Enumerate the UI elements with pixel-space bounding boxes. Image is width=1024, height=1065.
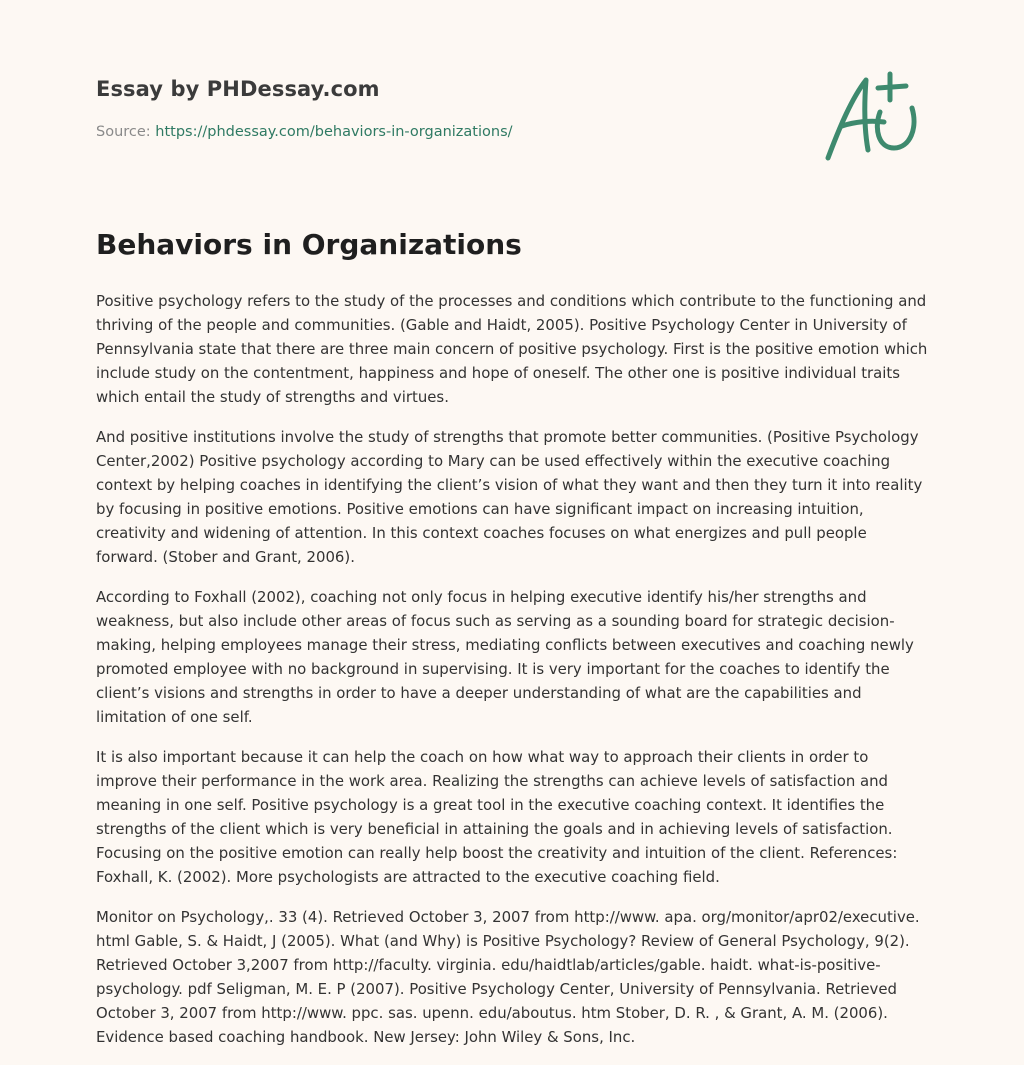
essay-paragraph: And positive institutions involve the study of strengths that promote better communities. (Positive Psychology Center,2002) Positive psychology according to Mary can be used effectively within the executive coaching context by helping coaches in identifying the client’s vision of what they want and then they turn it into reality by focusing in positive emotions. Positive emotions can have significant impact on increasing intuition, creativity and widening of attention. In this context coaches focuses on what energizes and pull people forward. (Stober and Grant, 2006). [96,428,923,566]
essay-paragraph: Positive psychology refers to the study of the processes and conditions which contribute to the functioning and thriving of the people and communities. (Gable and Haidt, 2005). Positive Psychology Center in University of Pennsylvania state that there are three main concern of positive psychology. First is the positive emotion which include study on the contentment, happiness and hope of oneself. The other one is positive individual traits which entail the study of strengths and virtues. [96,292,928,406]
essay-title: Behaviors in Organizations [96,228,522,261]
essay-paragraph: According to Foxhall (2002), coaching not only focus in helping executive identify his/her strengths and weakness, but also include other areas of focus such as serving as a sounding board for strategic decision-making, helping employees manage their stress, mediating conflicts between executives and coaching newly promoted employee with no background in supervising. It is very important for the coaches to identify the client’s visions and strengths in order to have a deeper understanding of what are the capabilities and limitation of one self. [96,588,914,726]
source-line [96,122,928,142]
essay-paragraph: It is also important because it can help the coach on how what way to approach their clients in order to improve their performance in the work area. Realizing the strengths can achieve levels of satisfaction and meaning in one self. Positive psychology is a great tool in the executive coaching context. It identifies the strengths of the client which is very beneficial in attaining the goals and in achieving levels of satisfaction. Focusing on the positive emotion can really help boost the creativity and intuition of the client. References: Foxhall, K. (2002). More psychologists are attracted to the executive coaching field. [96,748,898,886]
essay-paragraph: Monitor on Psychology,. 33 (4). Retrieved October 3, 2007 from http://www. apa. org/monitor/apr02/executive. html Gable, S. & Haidt, J (2005). What (and Why) is Positive Psychology? Review of General Psychology, 9(2). Retrieved October 3,2007 from http://faculty. virginia. edu/haidtlab/articles/gable. haidt. what-is-positive-psychology. pdf Seligman, M. E. P (2007). Positive Psychology Center, University of Pennsylvania. Retrieved October 3, 2007 from http://www. ppc. sas. upenn. edu/aboutus. htm Stober, D. R. , & Grant, A. M. (2006). Evidence based coaching handbook. New Jersey: John Wiley & Sons, Inc. [96,908,920,1046]
essay-content [96,226,932,1065]
source-label: Source: [96,124,156,140]
page-header [96,74,928,142]
source-link[interactable]: https://phdessay.com/behaviors-in-organizations/ [155,124,513,140]
a-plus-logo-icon [818,66,930,166]
site-title: Essay by PHDessay.com [96,77,380,101]
